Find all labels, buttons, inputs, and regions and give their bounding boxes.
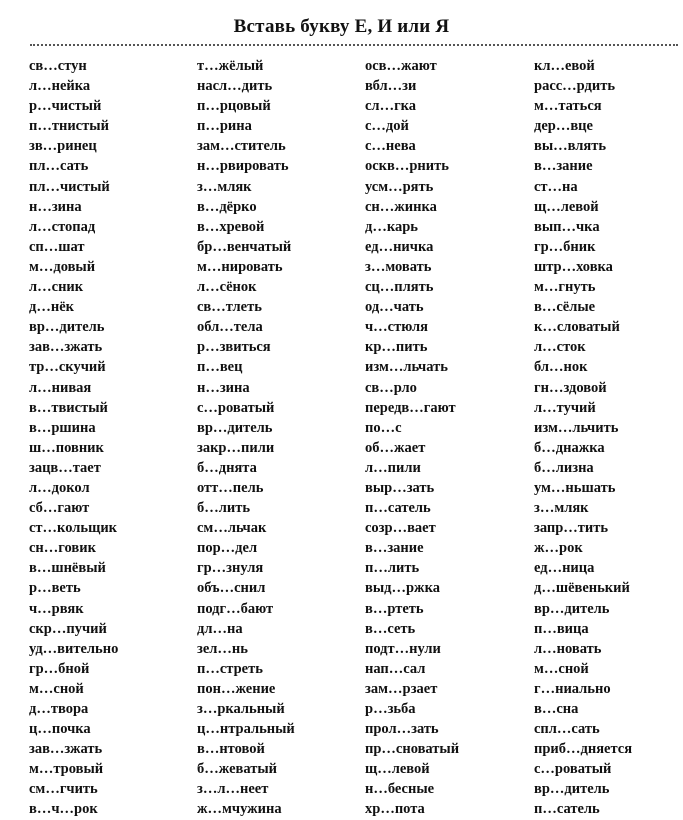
exercise-word: р…веть <box>29 580 81 597</box>
exercise-word: р…звиться <box>197 339 271 356</box>
word-columns <box>0 56 683 820</box>
exercise-word: ж…мчужина <box>197 801 282 818</box>
exercise-word: пл…чистый <box>29 178 110 195</box>
exercise-word: зел…нь <box>197 640 248 657</box>
exercise-word: з…мляк <box>197 178 252 195</box>
word-column-1 <box>29 56 199 820</box>
exercise-word: передв…гают <box>365 399 456 416</box>
exercise-word: м…довый <box>29 258 96 275</box>
exercise-word: нап…сал <box>365 660 426 677</box>
exercise-word: ш…повник <box>29 439 104 456</box>
exercise-word: з…л…неет <box>197 781 269 798</box>
exercise-word: дер…вце <box>534 118 593 135</box>
exercise-word: ч…стюля <box>365 319 428 336</box>
exercise-word: т…жёлый <box>197 58 264 74</box>
exercise-word: зв…ринец <box>29 138 97 155</box>
exercise-word: кр…пить <box>365 339 428 356</box>
exercise-word: выр…зать <box>365 479 435 496</box>
exercise-word: сп…шат <box>29 238 85 255</box>
exercise-word: уд…вительно <box>29 640 119 657</box>
exercise-word: прол…зать <box>365 721 439 738</box>
exercise-word: щ…левой <box>534 198 599 215</box>
exercise-word: в…дёрко <box>197 198 257 215</box>
exercise-word: ц…нтральный <box>197 721 295 738</box>
exercise-word: оскв…рнить <box>365 158 449 175</box>
exercise-word: сб…гают <box>29 500 90 517</box>
exercise-word: ст…кольщик <box>29 520 118 537</box>
exercise-word: зав…зжать <box>29 339 103 356</box>
exercise-word: л…сток <box>534 339 586 356</box>
word-column-3 <box>365 56 535 820</box>
exercise-word: закр…пили <box>197 439 275 456</box>
exercise-word: бр…венчатый <box>197 238 292 255</box>
exercise-word: вр…дитель <box>29 319 105 336</box>
exercise-word: л…нейка <box>29 78 91 95</box>
exercise-word: зав…зжать <box>29 741 103 758</box>
exercise-word: в…ч…рок <box>29 801 98 818</box>
exercise-word: г…ниально <box>534 680 611 697</box>
exercise-word: расс…рдить <box>534 78 616 95</box>
exercise-word: в…нтовой <box>197 741 265 758</box>
exercise-word: гр…бник <box>534 238 596 255</box>
exercise-word: вып…чка <box>534 218 600 235</box>
exercise-word: ед…ничка <box>365 238 434 255</box>
exercise-word: м…нировать <box>197 258 283 275</box>
exercise-word: ц…почка <box>29 721 91 738</box>
exercise-word: н…зина <box>29 198 82 215</box>
exercise-word: л…стопад <box>29 218 96 235</box>
exercise-word: л…нивая <box>29 379 92 396</box>
exercise-word: б…жеватый <box>197 761 278 778</box>
exercise-word: пр…сноватый <box>365 741 460 758</box>
exercise-word: подг…бают <box>197 600 274 617</box>
exercise-word: в…зание <box>365 540 424 557</box>
exercise-word: п…рцовый <box>197 98 271 115</box>
exercise-word: д…карь <box>365 218 418 235</box>
exercise-word: б…лизна <box>534 459 594 476</box>
exercise-word: л…пили <box>365 459 421 476</box>
exercise-word: д…твора <box>29 701 89 717</box>
exercise-word: сл…гка <box>365 98 417 115</box>
exercise-word: в…сеть <box>365 620 416 637</box>
exercise-word: сн…жинка <box>365 198 437 215</box>
page-title: Вставь букву Е, И или Я <box>233 16 450 37</box>
exercise-word: з…мовать <box>365 258 432 275</box>
exercise-word: ум…ньшать <box>534 479 616 496</box>
word-column-4 <box>534 56 683 820</box>
exercise-word: обл…тела <box>197 319 263 336</box>
exercise-word: ст…на <box>534 178 578 195</box>
exercise-word: п…вец <box>197 359 243 376</box>
exercise-word: приб…дняется <box>534 741 633 758</box>
exercise-word: к…словатый <box>534 319 620 336</box>
exercise-word: вр…дитель <box>534 600 610 617</box>
exercise-word: запр…тить <box>534 520 609 537</box>
exercise-word: ед…ница <box>534 560 595 577</box>
exercise-word: п…стреть <box>197 660 263 677</box>
exercise-word: б…днажка <box>534 439 605 456</box>
exercise-word: осв…жают <box>365 58 437 74</box>
exercise-word: п…тнистый <box>29 118 109 135</box>
exercise-word: н…бесные <box>365 781 435 798</box>
exercise-word: л…сник <box>29 279 84 296</box>
exercise-word: подт…нули <box>365 640 441 657</box>
exercise-word: св…стун <box>29 58 87 74</box>
exercise-word: с…нева <box>365 138 416 155</box>
exercise-word: в…ршина <box>29 419 96 436</box>
exercise-word: вы…влять <box>534 138 607 155</box>
exercise-word: с…роватый <box>534 761 612 778</box>
exercise-word: л…докол <box>29 479 90 496</box>
exercise-word: щ…левой <box>365 761 430 778</box>
exercise-word: м…сной <box>29 680 84 697</box>
exercise-word: пор…дел <box>197 540 258 557</box>
exercise-word: кл…евой <box>534 58 595 74</box>
exercise-word: р…зьба <box>365 701 416 717</box>
exercise-word: вбл…зи <box>365 78 417 95</box>
exercise-word: зам…рзает <box>365 680 438 697</box>
exercise-word: вр…дитель <box>534 781 610 798</box>
exercise-word: об…жает <box>365 439 426 456</box>
exercise-word: н…рвировать <box>197 158 289 175</box>
exercise-word: в…твистый <box>29 399 108 416</box>
exercise-word: в…зание <box>534 158 593 175</box>
exercise-word: ч…рвяк <box>29 600 84 617</box>
exercise-word: созр…вает <box>365 520 436 537</box>
exercise-word: см…гчить <box>29 781 98 798</box>
exercise-word: л…сёнок <box>197 279 257 296</box>
exercise-word: ж…рок <box>534 540 583 557</box>
word-column-2 <box>197 56 367 820</box>
exercise-word: в…ртеть <box>365 600 424 617</box>
exercise-word: спл…сать <box>534 721 600 738</box>
exercise-word: н…зина <box>197 379 250 396</box>
exercise-word: св…рло <box>365 379 417 396</box>
exercise-word: изм…льчать <box>365 359 448 376</box>
exercise-word: см…льчак <box>197 520 267 537</box>
exercise-word: п…сатель <box>365 500 431 517</box>
exercise-word: в…хревой <box>197 218 265 235</box>
exercise-word: бл…нок <box>534 359 588 376</box>
exercise-word: пон…жение <box>197 680 276 697</box>
exercise-word: п…рина <box>197 118 252 135</box>
exercise-word: з…мляк <box>534 500 589 517</box>
exercise-word: сн…говик <box>29 540 96 557</box>
exercise-word: м…гнуть <box>534 279 596 296</box>
exercise-word: м…тровый <box>29 761 104 778</box>
exercise-word: п…лить <box>365 560 420 577</box>
exercise-word: в…сна <box>534 701 579 717</box>
exercise-word: штр…ховка <box>534 258 613 275</box>
exercise-word: п…сатель <box>534 801 600 818</box>
dotted-divider <box>30 44 678 46</box>
exercise-word: р…чистый <box>29 98 102 115</box>
exercise-word: в…сёлые <box>534 299 596 316</box>
exercise-word: м…сной <box>534 660 589 677</box>
exercise-word: насл…дить <box>197 78 273 95</box>
exercise-word: з…ркальный <box>197 701 285 717</box>
exercise-word: гр…знуля <box>197 560 264 577</box>
exercise-word: выд…ржка <box>365 580 440 597</box>
exercise-word: изм…льчить <box>534 419 619 436</box>
exercise-word: од…чать <box>365 299 424 316</box>
exercise-word: б…днята <box>197 459 257 476</box>
exercise-word: гн…здовой <box>534 379 607 396</box>
exercise-word: л…новать <box>534 640 602 657</box>
exercise-word: дл…на <box>197 620 243 637</box>
exercise-word: тр…скучий <box>29 359 106 376</box>
exercise-word: зам…ститель <box>197 138 286 155</box>
exercise-word: л…тучий <box>534 399 596 416</box>
exercise-word: сц…плять <box>365 279 434 296</box>
exercise-word: отт…пель <box>197 479 264 496</box>
exercise-word: м…таться <box>534 98 602 115</box>
exercise-word: гр…бной <box>29 660 90 677</box>
exercise-word: по…с <box>365 419 402 436</box>
exercise-word: в…шнёвый <box>29 560 106 577</box>
exercise-word: вр…дитель <box>197 419 273 436</box>
exercise-word: п…вица <box>534 620 589 637</box>
exercise-word: пл…сать <box>29 158 89 175</box>
exercise-word: зацв…тает <box>29 459 101 476</box>
exercise-word: хр…пота <box>365 801 425 818</box>
exercise-word: скр…пучий <box>29 620 107 637</box>
exercise-word: д…нёк <box>29 299 74 316</box>
exercise-word: с…роватый <box>197 399 275 416</box>
exercise-word: б…лить <box>197 500 251 517</box>
exercise-word: объ…снил <box>197 580 266 597</box>
exercise-word: усм…рять <box>365 178 434 195</box>
exercise-word: с…дой <box>365 118 409 135</box>
exercise-word: д…шёвенький <box>534 580 630 597</box>
exercise-word: св…тлеть <box>197 299 262 316</box>
